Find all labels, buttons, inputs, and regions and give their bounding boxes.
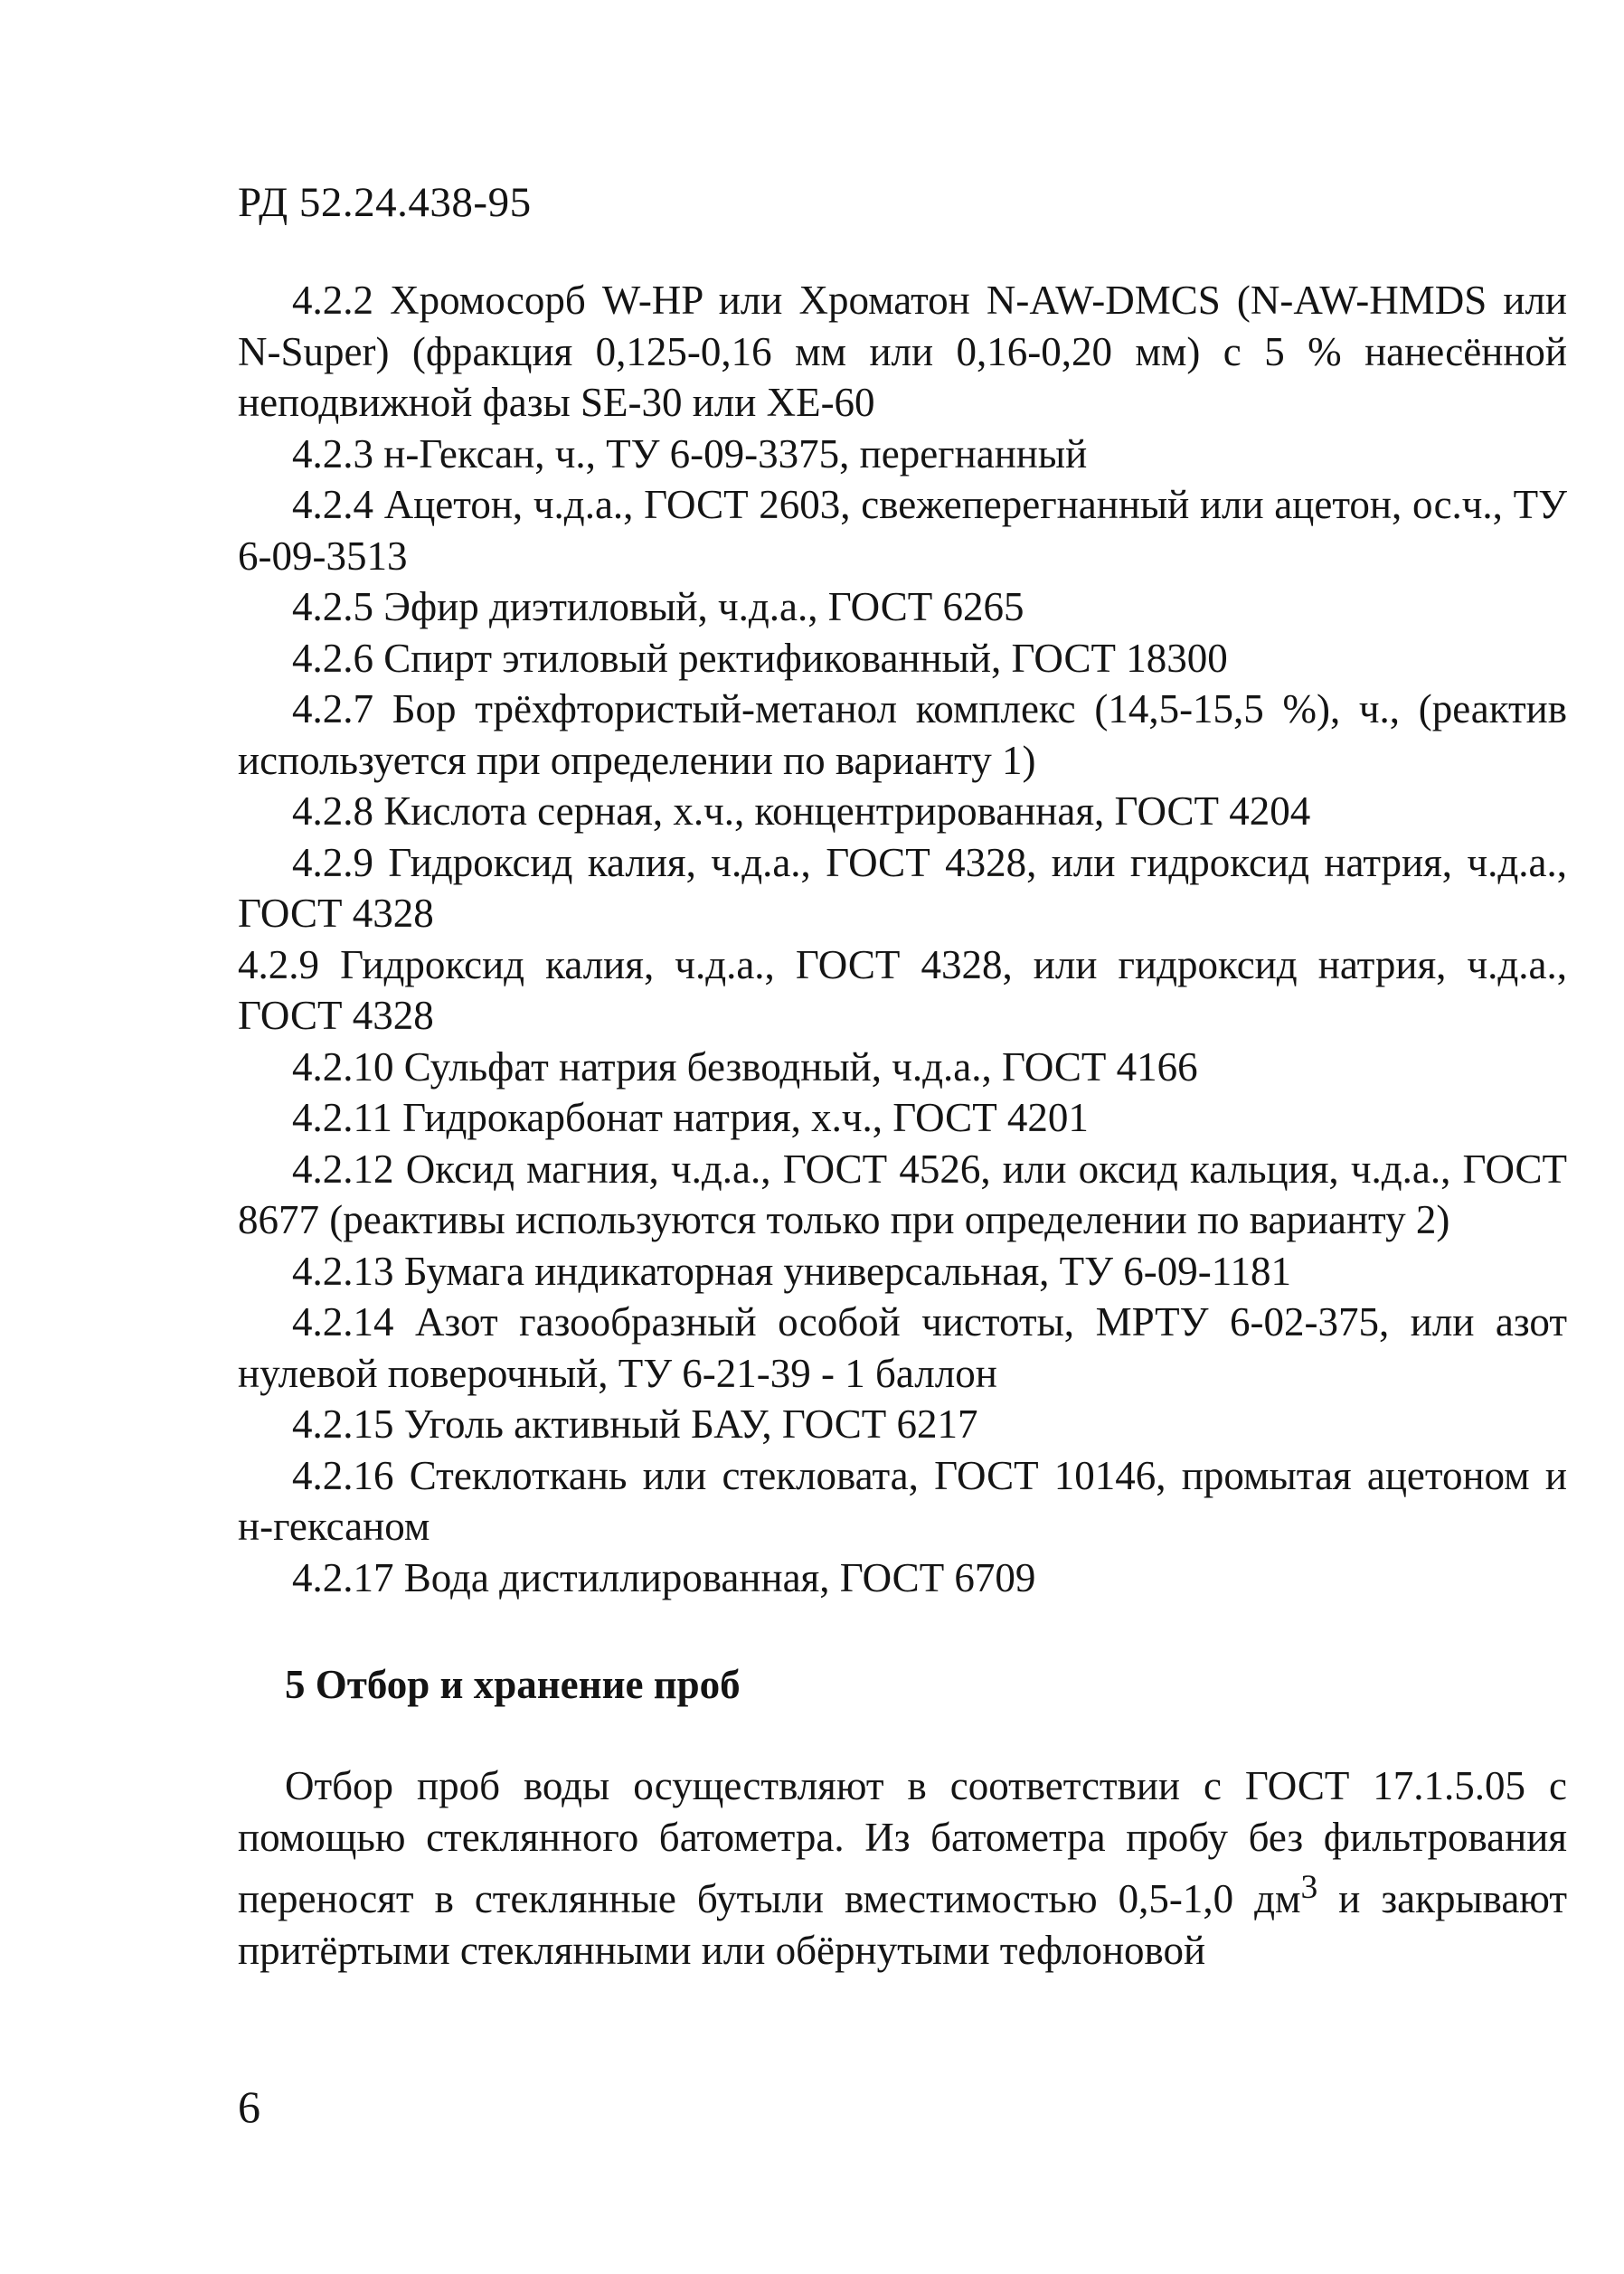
document-content — [238, 275, 1567, 1976]
list-item: 4.2.6 Спирт этиловый ректификованный, ГОСТ 18300 — [292, 635, 1228, 681]
list-item: 4.2.16 Стеклоткань или стекловата, ГОСТ 10146, промытая ацетоном и н-гексаном — [238, 1452, 1567, 1549]
list-item: 4.2.17 Вода дистиллированная, ГОСТ 6709 — [292, 1554, 1036, 1600]
list-item: 4.2.15 Уголь активный БАУ, ГОСТ 6217 — [292, 1401, 978, 1447]
list-item: 4.2.7 Бор трёхфтористый-метанол комплекс (14,5-15,5 %), ч., (реактив используется при определении по варианту 1) — [238, 686, 1567, 783]
list-item: 4.2.14 Азот газообразный особой чистоты, МРТУ 6-02-375, или азот нулевой поверочный, ТУ 6-21-39 - 1 баллон — [238, 1299, 1567, 1396]
list-item: 4.2.12 Оксид магния, ч.д.а., ГОСТ 4526, или оксид кальция, ч.д.а., ГОСТ 8677 (реактивы используются только при определении по варианту 2) — [238, 1146, 1567, 1242]
list-item: 4.2.5 Эфир диэтиловый, ч.д.а., ГОСТ 6265 — [292, 584, 1024, 629]
list-item: 4.2.11 Гидрокарбонат натрия, х.ч., ГОСТ 4201 — [292, 1095, 1089, 1140]
list-item: 4.2.3 н-Гексан, ч., ТУ 6-09-3375, перегнанный — [292, 430, 1088, 477]
page-number: 6 — [238, 2081, 260, 2132]
list-item: 4.2.8 Кислота серная, х.ч., концентрированная, ГОСТ 4204 — [292, 788, 1311, 834]
paragraph-text-part-2: и закрывают притёртыми стеклянными или обёрнутыми тефлоновой — [238, 1876, 1567, 1973]
list-item: 4.2.13 Бумага индикаторная универсальная, ТУ 6-09-1181 — [292, 1248, 1292, 1294]
paragraph-text-part-1: Отбор проб воды осуществляют в соответствии с ГОСТ 17.1.5.05 с помощью стеклянного батометра. Из батометра пробу без фильтрования переносят в стеклянные бутыли вместимостью 0,5-1,0 дм — [238, 1763, 1567, 1921]
section-paragraph — [238, 1760, 1567, 1976]
list-item: 4.2.10 Сульфат натрия безводный, ч.д.а., ГОСТ 4166 — [292, 1043, 1198, 1090]
list-item: 4.2.9 Гидроксид калия, ч.д.а., ГОСТ 4328, или гидроксид натрия, ч.д.а., ГОСТ 4328 — [238, 839, 1567, 936]
document-code: РД 52.24.438-95 — [238, 179, 532, 226]
list-item: 4.2.9 Гидроксид калия, ч.д.а., ГОСТ 4328, или гидроксид натрия, ч.д.а., ГОСТ 4328 — [238, 941, 1567, 1038]
reagents-list — [238, 275, 1567, 1603]
list-item: 4.2.4 Ацетон, ч.д.а., ГОСТ 2603, свежеперегнанный или ацетон, ос.ч., ТУ 6-09-3513 — [238, 482, 1567, 579]
section-title: 5 Отбор и хранение проб — [285, 1662, 741, 1707]
unit-exponent: 3 — [1300, 1869, 1318, 1906]
list-item: 4.2.2 Хромосорб W-HP или Хроматон N-AW-DMCS (N-AW-HMDS или N-Super) (фракция 0,125-0,16 мм или 0,16-0,20 мм) с 5 % нанесённой неподвижной фазы SE-30 или XE-60 — [238, 278, 1567, 425]
